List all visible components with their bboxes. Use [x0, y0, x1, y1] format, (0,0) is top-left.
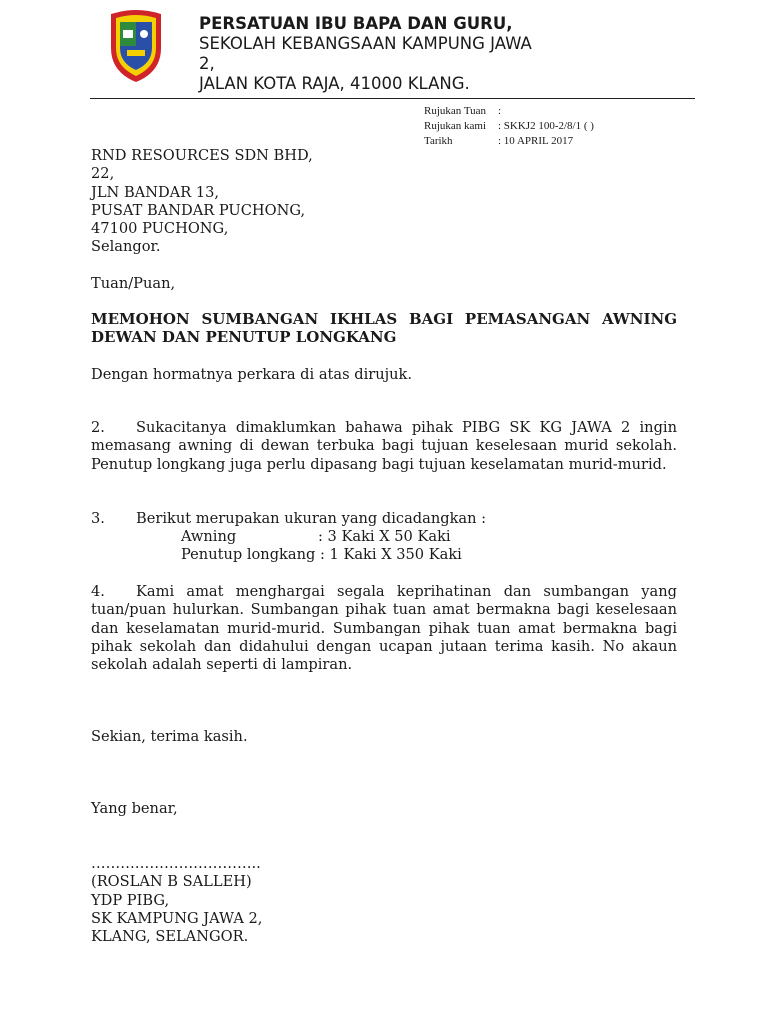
paragraph-text: Berikut merupakan ukuran yang dicadangkan :: [136, 510, 487, 527]
letterhead-org-name: PERSATUAN IBU BAPA DAN GURU,: [199, 14, 513, 33]
reference-row: [424, 104, 594, 119]
signature-dots: ……………………………..: [91, 855, 261, 872]
paragraph-number: 4.: [91, 583, 105, 600]
size-item-name: Penutup longkang: [181, 546, 316, 564]
size-item: [181, 546, 462, 564]
reference-value: :: [498, 105, 502, 117]
paragraph-3: [91, 510, 677, 528]
signature-block: [91, 855, 262, 946]
size-item: [181, 528, 462, 546]
letter-subject: MEMOHON SUMBANGAN IKHLAS BAGI PEMASANGAN AWNING DEWAN DAN PENUTUP LONGKANG: [91, 310, 677, 346]
reference-value: : SKKJ2 100-2/8/1 ( ): [498, 120, 594, 132]
reference-label: Rujukan kami: [424, 120, 487, 132]
letterhead-address: JALAN KOTA RAJA, 41000 KLANG.: [199, 74, 470, 93]
recipient-line: 22,: [91, 165, 115, 183]
signatory-school: SK KAMPUNG JAWA 2,: [91, 909, 263, 927]
size-item-value: : 3 Kaki X 50 Kaki: [318, 528, 451, 545]
recipient-line: RND RESOURCES SDN BHD,: [91, 147, 313, 164]
school-crest-logo: [107, 8, 165, 84]
paragraph-number: 2.: [91, 419, 105, 436]
paragraph-4: [91, 583, 677, 674]
paragraph-2: [91, 419, 677, 474]
reference-label: Rujukan Tuan: [424, 105, 487, 117]
paragraph-text: Kami amat menghargai segala keprihatinan dan sumbangan yang tuan/puan hulurkan. Sumbangan pihak tuan amat bermakna bagi keselesaan dan keselamatan murid-murid. Sumbangan pihak tuan amat bermakna bagi pihak sekolah dan didahului dengan ucapan jutaan terima kasih. No akaun sekolah adalah seperti di lampiran.: [91, 583, 677, 674]
yours-sincerely: Yang benar,: [91, 800, 178, 817]
closing-line: Sekian, terima kasih.: [91, 728, 248, 745]
reference-row: [424, 119, 594, 134]
letterhead-school-name: SEKOLAH KEBANGSAAN KAMPUNG JAWA: [199, 34, 532, 53]
reference-block: [424, 104, 594, 149]
recipient-line: PUSAT BANDAR PUCHONG,: [91, 201, 306, 219]
recipient-line: JLN BANDAR 13,: [91, 183, 220, 201]
size-list: [181, 528, 462, 565]
opening-line: Dengan hormatnya perkara di atas dirujuk.: [91, 366, 413, 383]
paragraph-number: 3.: [91, 510, 105, 527]
recipient-line: Selangor.: [91, 238, 161, 256]
signatory-title: YDP PIBG,: [91, 891, 170, 909]
size-item-value: : 1 Kaki X 350 Kaki: [319, 546, 462, 564]
recipient-line: 47100 PUCHONG,: [91, 220, 229, 238]
paragraph-text: Sukacitanya dimaklumkan bahawa pihak PIBG SK KG JAWA 2 ingin memasang awning di dewan terbuka bagi tujuan keselesaan murid sekolah. Penutup longkang juga perlu dipasang bagi tujuan keselamatan murid-murid.: [91, 419, 677, 473]
signatory-place: KLANG, SELANGOR.: [91, 928, 249, 946]
reference-value: : 10 APRIL 2017: [498, 135, 574, 147]
signatory-name: (ROSLAN B SALLEH): [91, 873, 252, 891]
letterhead-school-number: 2,: [199, 54, 215, 73]
reference-label: Tarikh: [424, 135, 453, 147]
recipient-address: [91, 147, 313, 257]
size-item-name: Awning: [181, 528, 237, 545]
letterhead: [199, 14, 532, 94]
reference-row: [424, 134, 594, 149]
header-divider: [90, 98, 695, 99]
salutation: Tuan/Puan,: [91, 275, 176, 292]
